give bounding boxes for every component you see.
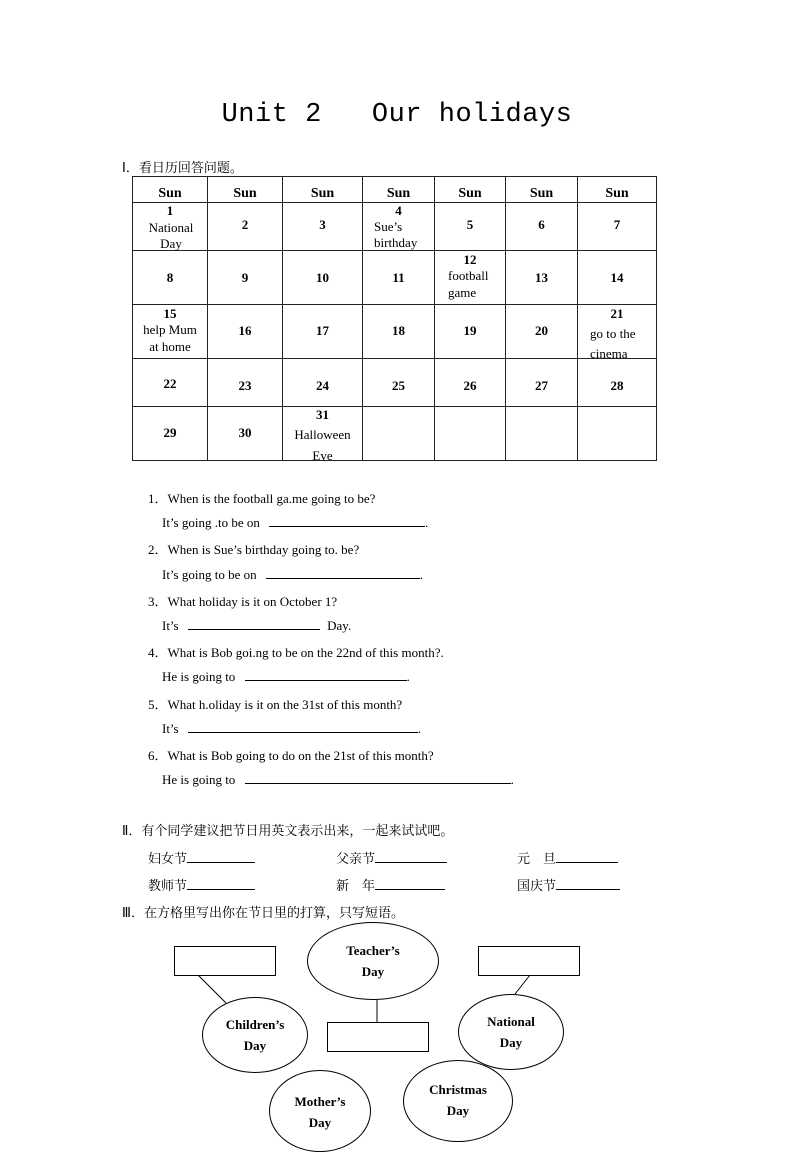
festival-item: 元 旦: [517, 848, 618, 867]
page-title: Unit 2 Our holidays: [221, 100, 573, 130]
calendar-header: Sun: [605, 186, 629, 201]
festival-item: 教师节: [148, 875, 255, 894]
calendar-cell: 11: [363, 251, 435, 305]
calendar-cell: 17: [283, 305, 363, 359]
calendar-cell: 23: [208, 359, 283, 407]
section-2-heading: Ⅱ．有个同学建议把节日用英文表示出来，一起来试试吧。: [122, 824, 454, 839]
calendar-cell: 28: [578, 359, 657, 407]
calendar-cell: 29: [133, 407, 208, 461]
answer-2-row: It’s going to be on .: [162, 567, 424, 582]
calendar-cell: 10: [283, 251, 363, 305]
calendar-cell: 1 National Day: [133, 203, 208, 251]
plan-box-childrens[interactable]: [174, 946, 276, 976]
calendar-cell: 30: [208, 407, 283, 461]
calendar-cell: 9: [208, 251, 283, 305]
festival-item: 国庆节: [517, 875, 620, 894]
calendar-cell: 27: [506, 359, 578, 407]
oval-childrens-day: Children’s Day: [202, 997, 308, 1073]
section-1-heading: Ⅰ．看日历回答问题。: [122, 161, 243, 176]
calendar-cell: 2: [208, 203, 283, 251]
plan-box-teachers[interactable]: [327, 1022, 429, 1052]
answer-3-row: It’s Day.: [162, 618, 352, 633]
answer-6-row: He is going to .: [162, 772, 514, 787]
answer-1-row: It’s going .to be on .: [162, 515, 429, 530]
calendar-cell: 31 Halloween Eve: [283, 407, 363, 461]
oval-national-day: National Day: [458, 994, 564, 1070]
question-2: 2．When is Sue’s birthday going to. be?: [148, 542, 360, 557]
connector-line: [198, 975, 226, 1003]
festival-item: 妇女节: [148, 848, 255, 867]
calendar-cell: 3: [283, 203, 363, 251]
answer-5-row: It’s .: [162, 721, 422, 736]
calendar-header: Sun: [233, 186, 257, 201]
oval-christmas-day: Christmas Day: [403, 1060, 513, 1142]
calendar-cell: 8: [133, 251, 208, 305]
question-1: 1．When is the football ga.me going to be?: [148, 491, 376, 506]
calendar-cell: 6: [506, 203, 578, 251]
festival-item: 父亲节: [336, 848, 447, 867]
connector-line: [515, 975, 530, 994]
calendar-cell: 5: [435, 203, 506, 251]
question-4: 4．What is Bob goi.ng to be on the 22nd of this month?.: [148, 645, 444, 660]
question-6: 6．What is Bob going to do on the 21st of this month?: [148, 748, 434, 763]
plan-box-national[interactable]: [478, 946, 580, 976]
oval-teachers-day: Teacher’s Day: [307, 922, 439, 1000]
section-3-heading: Ⅲ．在方格里写出你在节日里的打算，只写短语。: [122, 906, 404, 921]
calendar-cell: 16: [208, 305, 283, 359]
calendar-header: Sun: [158, 186, 182, 201]
question-5: 5．What h.oliday is it on the 31st of this month?: [148, 697, 403, 712]
calendar-cell: 12 football game: [435, 251, 506, 305]
calendar-cell: 15 help Mum at home: [133, 305, 208, 359]
calendar-cell: 14: [578, 251, 657, 305]
festival-item: 新 年: [336, 875, 445, 894]
calendar-cell: 18: [363, 305, 435, 359]
calendar-cell: 19: [435, 305, 506, 359]
calendar-header: Sun: [386, 186, 411, 201]
calendar-cell: 4 Sue’s birthday: [363, 203, 435, 251]
calendar-cell: 7: [578, 203, 657, 251]
calendar-cell: 13: [506, 251, 578, 305]
oval-mothers-day: Mother’s Day: [269, 1070, 371, 1152]
calendar-cell: 24: [283, 359, 363, 407]
calendar-header: Sun: [458, 186, 482, 201]
calendar-cell: 26: [435, 359, 506, 407]
calendar-cell: 21 go to the cinema: [578, 305, 657, 359]
calendar-cell: 20: [506, 305, 578, 359]
question-3: 3．What holiday is it on October 1?: [148, 594, 338, 609]
calendar-cell: 22: [133, 359, 208, 407]
answer-4-row: He is going to .: [162, 669, 410, 684]
calendar-cell: 25: [363, 359, 435, 407]
calendar-header: Sun: [529, 186, 554, 201]
calendar-header: Sun: [310, 186, 335, 201]
